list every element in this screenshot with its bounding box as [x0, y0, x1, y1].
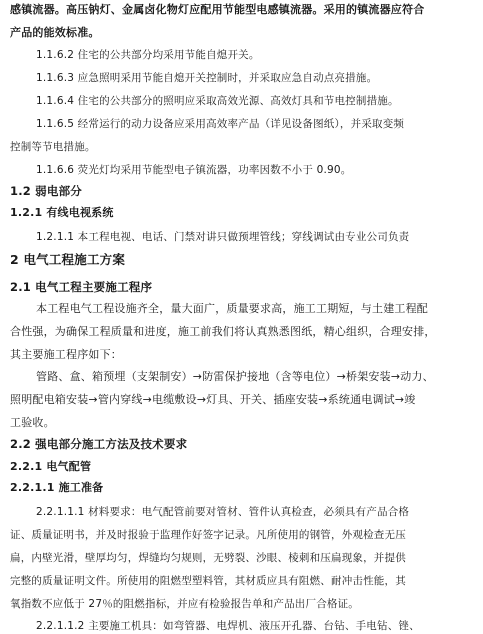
chapter-heading-2: 2 电气工程施工方案 [10, 253, 126, 267]
paragraph-line: 氧指数不应低于 27％的阻燃指标，并应有检验报告单和产品出厂合格证。 [10, 598, 359, 610]
paragraph-line: 完整的质量证明文件。所使用的阻燃型塑料管，其材质应具有阻燃、耐冲击性能，其 [10, 575, 406, 587]
clause-1-1-6-2: 1.1.6.2 住宅的公共部分均采用节能自熄开关。 [36, 49, 260, 61]
paragraph-line: 证、质量证明书，并及时报验于监理作好签字记录。凡所使用的钢管，外观检查无压 [10, 529, 406, 541]
clause-2-2-1-1-1: 2.2.1.1.1 材料要求：电气配管前要对管材、管件认真检查，必须具有产品合格 [36, 506, 410, 518]
section-heading-1-2-1: 1.2.1 有线电视系统 [10, 206, 114, 219]
clause-2-2-1-1-2: 2.2.1.1.2 主要施工机具：如弯管器、电焊机、液压开孔器、台钻、手电钻、锉、 [36, 620, 420, 632]
clause-1-1-6-4: 1.1.6.4 住宅的公共部分的照明应采取高效光源、高效灯具和节电控制措施。 [36, 95, 399, 107]
clause-1-2-1-1: 1.2.1.1 本工程电视、电话、门禁对讲只做预埋管线；穿线调试由专业公司负责 [36, 231, 410, 243]
section-heading-2-2-1: 2.2.1 电气配管 [10, 460, 92, 473]
paragraph-line: 控制等节电措施。 [10, 141, 96, 153]
process-flow-line: 管路、盒、箱预埋（支架制安）→防雷保护接地（含等电位）→桥架安装→动力、 [36, 370, 434, 383]
process-flow-line: 照明配电箱安装→管内穿线→电缆敷设→灯具、开关、插座安装→系统通电调试→竣 [10, 393, 416, 406]
paragraph-line: 本工程电气工程设施齐全，量大面广，质量要求高，施工工期短，与土建工程配 [36, 302, 428, 315]
paragraph-line: 产品的能效标准。 [10, 26, 100, 39]
process-flow-line: 工验收。 [10, 416, 55, 429]
section-heading-2-1: 2.1 电气工程主要施工程序 [10, 280, 153, 294]
section-heading-1-2: 1.2 弱电部分 [10, 184, 82, 198]
clause-1-1-6-5: 1.1.6.5 经常运行的动力设备应采用高效率产品（详见设备图纸），并采取变频 [36, 118, 405, 130]
section-heading-2-2-1-1: 2.2.1.1 施工准备 [10, 481, 104, 494]
paragraph-line: 其主要施工程序如下： [10, 348, 122, 361]
paragraph-line: 扁，内壁光滑，壁厚均匀，焊缝均匀规则，无劈裂、沙眼、棱刺和压扁现象，并提供 [10, 552, 406, 564]
paragraph-line: 感镇流器。高压钠灯、金属卤化物灯应配用节能型电感镇流器。采用的镇流器应符合 [10, 3, 425, 16]
clause-1-1-6-3: 1.1.6.3 应急照明采用节能自熄开关控制时，并采取应急自动点亮措施。 [36, 72, 378, 84]
section-heading-2-2: 2.2 强电部分施工方法及技术要求 [10, 437, 188, 451]
clause-1-1-6-6: 1.1.6.6 荧光灯均采用节能型电子镇流器，功率因数不小于 0.90。 [36, 164, 352, 176]
paragraph-line: 合性强，为确保工程质量和进度，施工前我们将认真熟悉图纸，精心组织，合理安排， [10, 325, 436, 338]
